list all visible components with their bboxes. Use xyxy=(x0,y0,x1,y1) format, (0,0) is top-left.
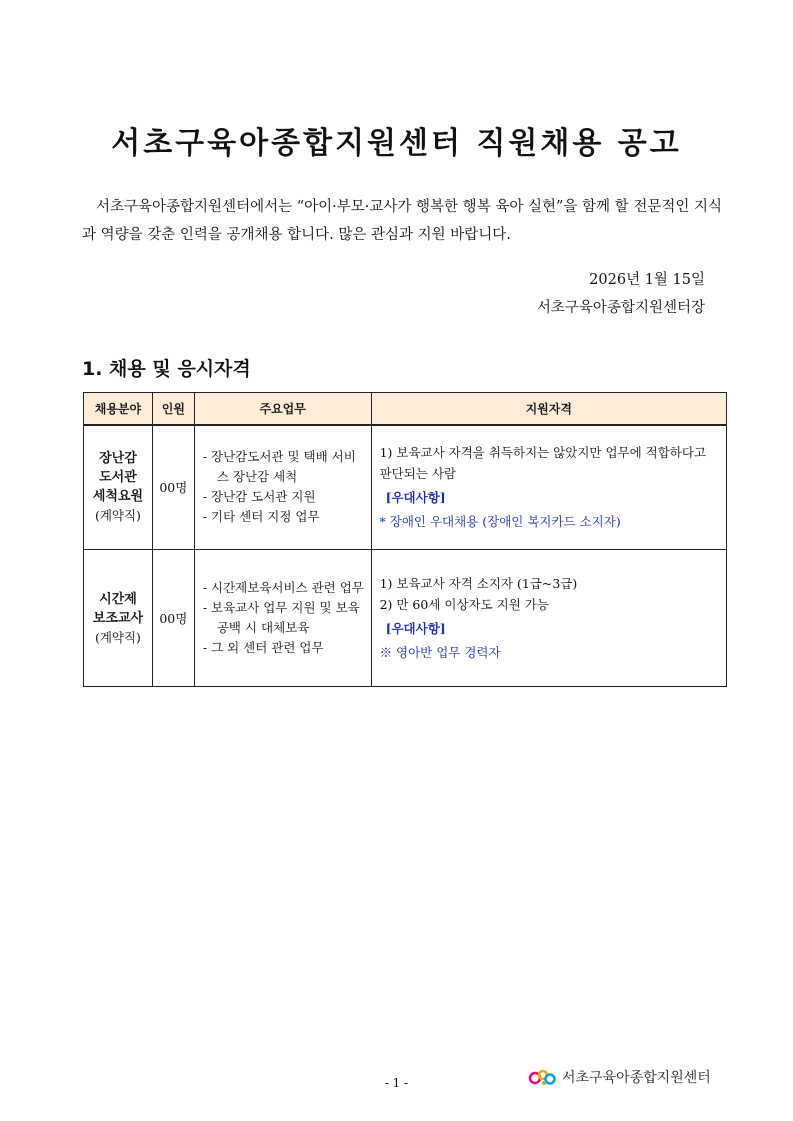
duties-cell xyxy=(194,550,371,687)
page-number: - 1 - xyxy=(384,1076,409,1090)
count-cell: 00명 xyxy=(152,425,194,550)
preference-label: [우대사항] xyxy=(385,490,446,506)
header-field: 채용분야 xyxy=(84,393,153,425)
duty-item: - 장난감도서관 및 택배 서비스 장난감 세척 xyxy=(202,449,356,485)
field-cell xyxy=(84,550,153,687)
field-type: (계약직) xyxy=(94,508,141,524)
center-logo xyxy=(528,1067,711,1087)
qualification-item: 2) 만 60세 이상자도 지원 가능 xyxy=(379,597,549,612)
duty-item: - 시간제보육서비스 관련 업무 xyxy=(202,580,364,595)
field-name-line: 시간제 xyxy=(99,591,137,607)
preference-item: ※ 영아반 업무 경력자 xyxy=(379,645,501,660)
center-logo-icon xyxy=(528,1067,558,1087)
duty-item: - 그 외 센터 관련 업무 xyxy=(202,640,324,655)
duty-item: - 보육교사 업무 지원 및 보육공백 시 대체보육 xyxy=(202,600,360,635)
field-name-line: 세척요원 xyxy=(92,489,144,505)
field-name-line: 도서관 xyxy=(99,470,137,486)
duty-item: - 기타 센터 지정 업무 xyxy=(202,509,320,525)
preference-item: * 장애인 우대채용 (장애인 복지카드 소지자) xyxy=(379,514,621,530)
issuer-name: 서초구육아종합지원센터장 xyxy=(536,300,705,316)
recruitment-table xyxy=(83,392,727,687)
duty-item: - 장난감 도서관 지원 xyxy=(202,489,316,505)
section-heading: 1. 채용 및 응시자격 xyxy=(82,358,251,380)
table-row xyxy=(84,550,727,687)
field-name-line: 장난감 xyxy=(99,451,137,467)
qualifications-cell xyxy=(371,550,726,687)
header-count: 인원 xyxy=(152,393,194,425)
field-cell xyxy=(84,425,153,550)
announcement-date: 2026년 1월 15일 xyxy=(589,272,705,288)
qualification-item: 1) 보육교사 자격을 취득하지는 않았지만 업무에 적합하다고 판단되는 사람 xyxy=(379,445,707,482)
field-type: (계약직) xyxy=(94,629,141,645)
duties-cell xyxy=(194,425,371,550)
center-logo-text: 서초구육아종합지원센터 xyxy=(562,1070,711,1086)
table-row xyxy=(84,425,727,550)
document-title: 서초구육아종합지원센터 직원채용 공고 xyxy=(111,126,682,161)
field-name-line: 보조교사 xyxy=(92,610,144,626)
preference-label: [우대사항] xyxy=(385,621,446,636)
count-cell: 00명 xyxy=(152,550,194,687)
intro-paragraph: 서초구육아종합지원센터에서는 “아이·부모·교사가 행복한 행복 육아 실현”을 함께 할 전문적인 지식과 역량을 갖춘 인력을 공개채용 합니다. 많은 관심과 지원 바랍니다. xyxy=(82,199,722,243)
table-header-row xyxy=(84,393,727,425)
header-duties: 주요업무 xyxy=(194,393,371,425)
header-qualifications: 지원자격 xyxy=(371,393,726,425)
qualification-item: 1) 보육교사 자격 소지자 (1급~3급) xyxy=(379,576,578,591)
qualifications-cell xyxy=(371,425,726,550)
